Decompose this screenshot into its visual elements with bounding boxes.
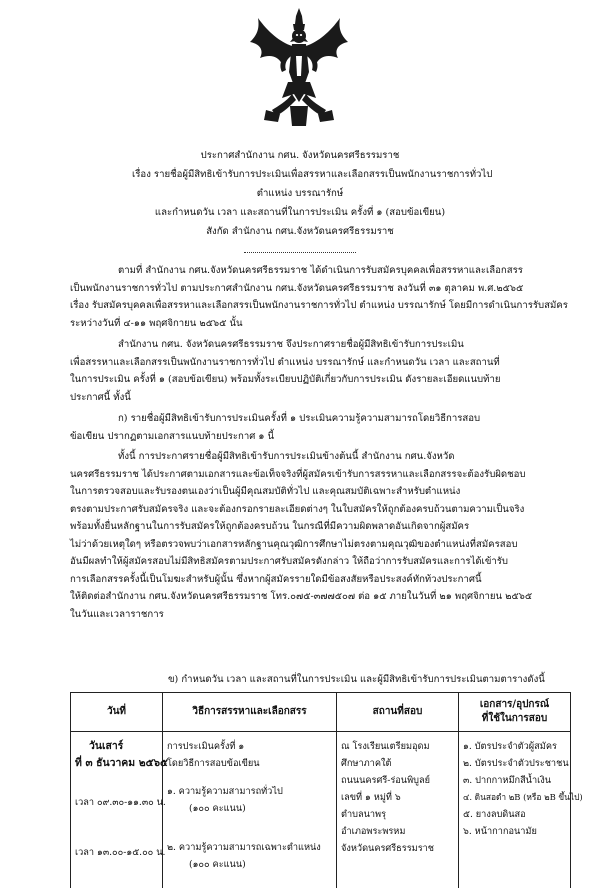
method-part-2: ๒. ความรู้ความสามารถเฉพาะตำแหน่ง [167,839,332,856]
venue-line: อำเภอพระพรหม [341,823,454,840]
paragraph-line: การเลือกสรรครั้งนี้เป็นโมฆะสำหรับผู้นั้น ซึ่งหากผู้สมัครรายใดมีข้อสงสัยหรือประสงค์ทักท้วงประกาศนี้ [70,571,570,589]
exam-day: วันเสาร์ [75,738,158,755]
announcement-org: ประกาศสำนักงาน กศน. จังหวัดนครศรีธรรมราช [0,148,600,163]
paragraph-1 [70,262,570,332]
paragraph-line: ในการตรวจสอบและรับรองตนเองว่าเป็นผู้มีคุณสมบัติทั่วไป และคุณสมบัติเฉพาะสำหรับตำแหน่ง [70,483,570,501]
venue-line: ศึกษาภาคใต้ [341,755,454,772]
document-item: ๕. ยางลบดินสอ [463,806,566,823]
column-header-documents-line-1: เอกสาร/อุปกรณ์ [461,698,568,712]
exam-date: ที่ ๓ ธันวาคม ๒๕๖๕ [75,755,158,772]
paragraph-line: ตามที่ สำนักงาน กศน.จังหวัดนครศรีธรรมราช ได้ดำเนินการรับสมัครบุคคลเพื่อสรรหาและเลือกสรร [70,262,570,280]
method-part-1: ๑. ความรู้ความสามารถทั่วไป [167,783,332,800]
method-line-1: การประเมินครั้งที่ ๑ [167,738,332,755]
exam-time-morning: เวลา ๐๙.๓๐-๑๑.๓๐ น. [75,794,158,811]
announcement-position: ตำแหน่ง บรรณารักษ์ [0,186,600,201]
table-row [71,732,571,888]
venue-line: จังหวัดนครศรีธรรมราช [341,840,454,857]
paragraph-line: เรื่อง รับสมัครบุคคลเพื่อสรรหาและเลือกสรรเป็นพนักงานราชการทั่วไป ตำแหน่ง บรรณารักษ์ โดยมีการดำเนินการรับสมัคร [70,297,570,315]
method-cell [163,732,337,888]
exam-time-afternoon: เวลา ๑๓.๐๐-๑๕.๐๐ น. [75,844,158,861]
method-line-2: โดยวิธีการสอบข้อเขียน [167,755,332,772]
paragraph-line: พร้อมทั้งยื่นหลักฐานในการรับสมัครให้ถูกต้องครบถ้วน ในกรณีที่มีความผิดพลาดอันเกิดจากผู้สมัคร [70,518,570,536]
paragraph-line: ก) รายชื่อผู้มีสิทธิเข้ารับการประเมินครั้งที่ ๑ ประเมินความรู้ความสามารถโดยวิธีการสอบ [70,410,570,428]
announcement-schedule: และกำหนดวัน เวลา และสถานที่ในการประเมิน ครั้งที่ ๑ (สอบข้อเขียน) [0,205,600,220]
paragraph-line: ให้ติดต่อสำนักงาน กศน.จังหวัดนครศรีธรรมราช โทร.๐๗๕-๓๗๗๕๐๗ ต่อ ๑๕ ภายในวันที่ ๒๑ พฤศจิกายน ๒๕๖๕ [70,588,570,606]
paragraph-line: ประกาศนี้ ทั้งนี้ [70,389,570,407]
venue-line: ถนนนครศรี-ร่อนพิบูลย์ [341,772,454,789]
item-b: ข) กำหนดวัน เวลา และสถานที่ในการประเมิน และผู้มีสิทธิเข้ารับการประเมินตามตารางดังนี้ [168,672,545,687]
paragraph-line: ทั้งนี้ การประกาศรายชื่อผู้มีสิทธิเข้ารับการประเมินข้างต้นนี้ สำนักงาน กศน.จังหวัด [70,448,570,466]
method-score-1: (๑๐๐ คะแนน) [167,800,332,817]
column-header-documents-line-2: ที่ใช้ในการสอบ [461,712,568,726]
venue-line: ณ โรงเรียนเตรียมอุดม [341,738,454,755]
paragraph-3 [70,448,570,623]
paragraph-line: นครศรีธรรมราช ได้ประกาศตามเอกสารและข้อเท็จจริงที่ผู้สมัครเข้ารับการสรรหาและเลือกสรรจะต้องรับผิดชอบ [70,466,570,484]
documents-cell [459,732,571,888]
date-cell [71,732,163,888]
paragraph-line: อันมีผลทำให้ผู้สมัครสอบไม่มีสิทธิสมัครตามประกาศรับสมัครดังกล่าว ให้ถือว่าการรับสมัครและการได้เข้ารับ [70,553,570,571]
announcement-affiliation: สังกัด สำนักงาน กศน.จังหวัดนครศรีธรรมราช [0,224,600,239]
column-header-method: วิธีการสรรหาและเลือกสรร [163,693,337,732]
method-score-2: (๑๐๐ คะแนน) [167,856,332,873]
item-a [70,410,570,445]
paragraph-line: ข้อเขียน ปรากฏตามเอกสารแนบท้ายประกาศ ๑ นี้ [70,428,570,446]
paragraph-line: ระหว่างวันที่ ๔-๑๑ พฤศจิกายน ๒๕๖๕ นั้น [70,315,570,333]
document-item: ๔. ดินสอดำ ๒B (หรือ ๒B ขึ้นไป) [463,789,566,806]
garuda-emblem [246,6,352,130]
column-header-documents [459,693,571,732]
paragraph-line: ไม่ว่าด้วยเหตุใดๆ หรือตรวจพบว่าเอกสารหลักฐานคุณวุฒิการศึกษาไม่ตรงตามคุณวุฒิของตำแหน่งที่สมัครสอบ [70,536,570,554]
document-item: ๒. บัตรประจำตัวประชาชน [463,755,566,772]
paragraph-line: ในการประเมิน ครั้งที่ ๑ (สอบข้อเขียน) พร้อมทั้งระเบียบปฏิบัติเกี่ยวกับการประเมิน ดังรายละเอียดแนบท้าย [70,371,570,389]
announcement-subject: เรื่อง รายชื่อผู้มีสิทธิเข้ารับการประเมินเพื่อสรรหาและเลือกสรรเป็นพนักงานราชการทั่วไป [132,167,492,182]
document-item: ๓. ปากกาหมึกสีน้ำเงิน [463,772,566,789]
schedule-table [70,692,571,888]
paragraph-line: สำนักงาน กศน. จังหวัดนครศรีธรรมราช จึงประกาศรายชื่อผู้มีสิทธิเข้ารับการประเมิน [70,336,570,354]
document-item: ๑. บัตรประจำตัวผู้สมัคร [463,738,566,755]
venue-line: ตำบลนาพรุ [341,806,454,823]
column-header-venue: สถานที่สอบ [337,693,459,732]
venue-cell [337,732,459,888]
paragraph-line: ตรงตามประกาศรับสมัครจริง และจะต้องกรอกรายละเอียดต่างๆ ในใบสมัครให้ถูกต้องครบถ้วนตามความเป็นจริง [70,501,570,519]
table-header-row [71,693,571,732]
document-item: ๖. หน้ากากอนามัย [463,823,566,840]
venue-line: เลขที่ ๑ หมู่ที่ ๖ [341,789,454,806]
column-header-date: วันที่ [71,693,163,732]
paragraph-2 [70,336,570,406]
paragraph-line: ในวันและเวลาราชการ [70,606,570,624]
header-divider [244,252,356,253]
paragraph-line: เพื่อสรรหาและเลือกสรรเป็นพนักงานราชการทั่วไป ตำแหน่ง บรรณารักษ์ และกำหนดวัน เวลา และสถานที่ [70,354,570,372]
paragraph-line: เป็นพนักงานราชการทั่วไป ตามประกาศสำนักงาน กศน.จังหวัดนครศรีธรรมราช ลงวันที่ ๓๑ ตุลาคม พ.ศ.๒๕๖๕ [70,280,570,298]
